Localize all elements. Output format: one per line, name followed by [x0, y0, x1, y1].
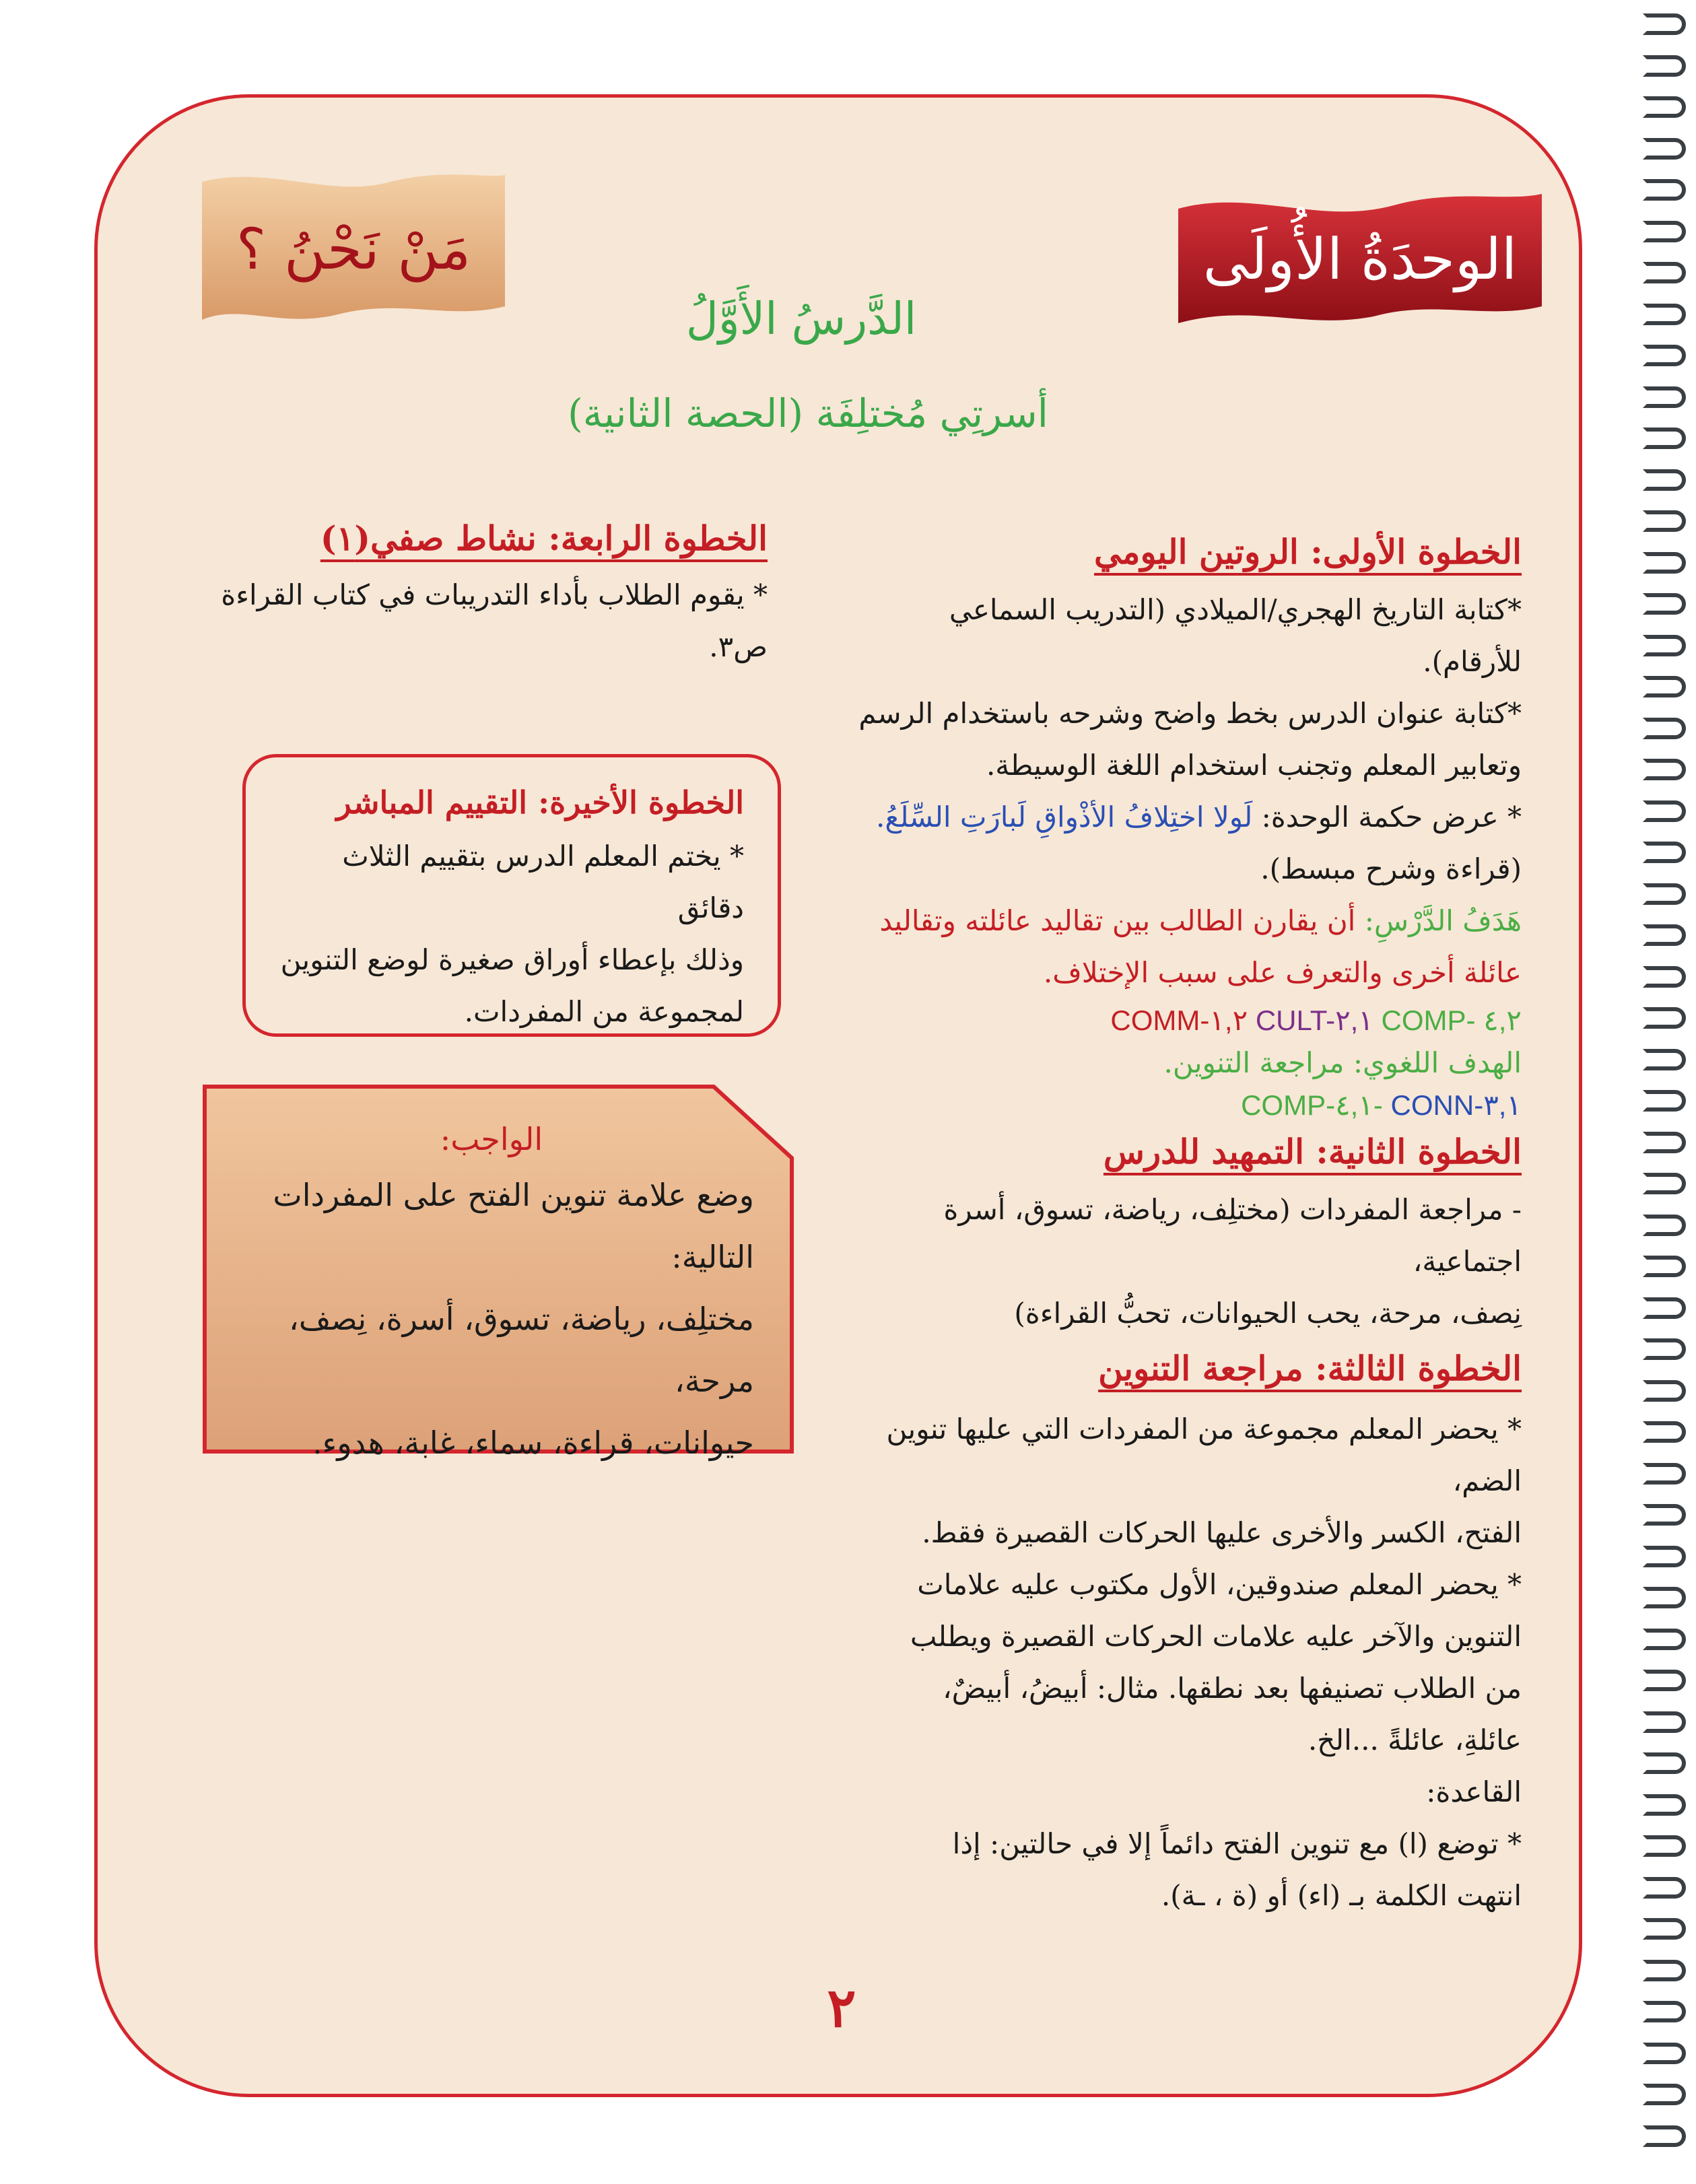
- homework-body: [229, 1164, 754, 1474]
- spiral-ring: [1643, 2001, 1686, 2022]
- goal-line: [835, 895, 1522, 947]
- spiral-ring: [1643, 1132, 1686, 1153]
- step3-line: * توضع (ا) مع تنوين الفتح دائماً إلا في حالتين: إذا: [952, 1827, 1522, 1860]
- unit-banner: [1172, 189, 1549, 330]
- spiral-ring: [1643, 469, 1686, 491]
- spiral-ring: [1643, 55, 1686, 77]
- assessment-line: وذلك بإعطاء أوراق صغيرة لوضع التنوين: [280, 943, 744, 976]
- spiral-ring: [1643, 221, 1686, 242]
- std2-comp: COMP-٤,١-: [1241, 1089, 1383, 1121]
- homework-line: مختلِف، رياضة، تسوق، أسرة، نِصف، مرحة،: [289, 1301, 754, 1399]
- spiral-ring: [1643, 966, 1686, 988]
- spiral-ring: [1643, 2125, 1686, 2147]
- step4-line: * يقوم الطلاب بأداء التدريبات في كتاب القراءة ص٣.: [221, 578, 768, 663]
- step1-line: *كتابة التاريخ الهجري/الميلادي (التدريب السماعي: [949, 593, 1522, 626]
- step3-line: انتهت الكلمة بـ (اء) أو (ة ، ـة).: [1161, 1879, 1522, 1912]
- step3-heading: الخطوة الثالثة: مراجعة التنوين: [1098, 1349, 1522, 1388]
- spiral-ring: [1643, 593, 1686, 615]
- step4-heading: الخطوة الرابعة: نشاط صفي(١): [320, 518, 768, 558]
- standards-line-1: [835, 998, 1522, 1043]
- homework-heading: الواجب:: [440, 1121, 543, 1157]
- step2-heading: الخطوة الثانية: التمهيد للدرس: [1103, 1132, 1522, 1171]
- std-comm: COMM-١,٢: [1110, 1004, 1248, 1036]
- spiral-ring: [1643, 1463, 1686, 1485]
- spiral-ring: [1643, 842, 1686, 863]
- spiral-ring: [1643, 1835, 1686, 1857]
- left-column: [175, 518, 768, 673]
- homework-line: حيوانات، قراءة، سماء، غابة، هدوء.: [312, 1425, 754, 1461]
- wisdom-prefix: * عرض حكمة الوحدة:: [1261, 800, 1522, 833]
- std-comp: COMP- ٤,٢: [1381, 1004, 1522, 1036]
- spiral-ring: [1643, 759, 1686, 780]
- spiral-ring: [1643, 2043, 1686, 2064]
- assessment-heading: الخطوة الأخيرة: التقييم المباشر: [336, 784, 744, 821]
- std-cult: CULT-٢,١: [1255, 1004, 1373, 1036]
- wisdom-line: [835, 791, 1522, 843]
- spiral-ring: [1643, 138, 1686, 160]
- page-number: ٢: [827, 1976, 856, 2039]
- spiral-ring: [1643, 1049, 1686, 1070]
- assessment-box: [242, 754, 781, 1037]
- spiral-ring: [1643, 2084, 1686, 2105]
- spiral-ring: [1643, 1215, 1686, 1236]
- right-column: [835, 532, 1522, 1921]
- assessment-line: لمجموعة من المفردات.: [464, 995, 744, 1028]
- spiral-ring: [1643, 1504, 1686, 1526]
- step3-line: * يحضر المعلم صندوقين، الأول مكتوب عليه علامات: [917, 1568, 1522, 1601]
- step1-line: وتعابير المعلم وتجنب استخدام اللغة الوسيطة.: [986, 749, 1522, 782]
- step1-line: للأرقام).: [1423, 645, 1522, 678]
- spiral-ring: [1643, 1421, 1686, 1443]
- lesson-title: الدَّرسُ الأَوَّلُ: [685, 293, 917, 345]
- step1-line: *كتابة عنوان الدرس بخط واضح وشرحه باستخدام الرسم: [858, 697, 1522, 730]
- step2-line: نِصف، مرحة، يحب الحيوانات، تحبُّ القراءة): [1014, 1297, 1522, 1330]
- spiral-ring: [1643, 676, 1686, 697]
- step2-body: [835, 1184, 1522, 1339]
- assessment-line: * يختم المعلم الدرس بتقييم الثلاث دقائق: [342, 840, 744, 924]
- goal-label: هَدَفُ الدَّرْسِ:: [1364, 904, 1522, 937]
- step3-line: عائلةِ، عائلةً ...الخ.: [1308, 1724, 1522, 1756]
- assessment-body: [273, 830, 744, 1037]
- spiral-ring: [1643, 1918, 1686, 1940]
- step1-heading: الخطوة الأولى: الروتين اليومي: [1093, 532, 1522, 572]
- spiral-ring: [1643, 13, 1686, 35]
- spiral-ring: [1643, 1711, 1686, 1733]
- spiral-ring: [1643, 1090, 1686, 1112]
- step3-line: التنوين والآخر عليه علامات الحركات القصيرة ويطلب: [910, 1620, 1522, 1653]
- lang-goal-line: [835, 1043, 1522, 1083]
- spiral-ring: [1643, 96, 1686, 118]
- step1-body: [835, 584, 1522, 998]
- spiral-ring: [1643, 304, 1686, 325]
- spiral-ring: [1643, 1380, 1686, 1402]
- spiral-ring: [1643, 179, 1686, 201]
- std2-conn: CONN-٣,١: [1390, 1089, 1522, 1121]
- step3-line: من الطلاب تصنيفها بعد نطقها. مثال: أبيضُ، أبيضٌ،: [943, 1672, 1522, 1705]
- spiral-ring: [1643, 1960, 1686, 1981]
- standards-line-2: [835, 1083, 1522, 1128]
- spiral-ring: [1643, 1256, 1686, 1277]
- unit-banner-label: الوحدَةُ الأُولَى: [1202, 226, 1518, 292]
- step2-line: - مراجعة المفردات (مختلِف، رياضة، تسوق، أسرة اجتماعية،: [943, 1193, 1522, 1278]
- step3-rule-label: القاعدة:: [1426, 1775, 1522, 1808]
- wisdom-quote: لَولا اختِلافُ الأذْواقِ لَبارَتِ السِّلَعُ.: [876, 800, 1253, 833]
- spiral-ring: [1643, 510, 1686, 532]
- spiral-ring: [1643, 924, 1686, 946]
- step3-line: * يحضر المعلم مجموعة من المفردات التي عليها تنوين الضم،: [886, 1412, 1522, 1497]
- spiral-ring: [1643, 1007, 1686, 1029]
- spiral-binding: [1643, 13, 1690, 2168]
- lang-goal-label: الهدف اللغوي:: [1353, 1046, 1522, 1079]
- spiral-ring: [1643, 635, 1686, 656]
- lang-goal-text: مراجعة التنوين.: [1163, 1046, 1345, 1079]
- wisdom-suffix: (قراءة وشرح مبسط).: [1260, 852, 1522, 885]
- spiral-ring: [1643, 386, 1686, 408]
- homework-line: وضع علامة تنوين الفتح على المفردات التالية:: [273, 1177, 754, 1275]
- step3-line: الفتح، الكسر والأخرى عليها الحركات القصيرة فقط.: [922, 1516, 1522, 1549]
- spiral-ring: [1643, 1297, 1686, 1319]
- who-banner-label: مَنْ نَحْنُ ؟: [236, 216, 471, 282]
- spiral-ring: [1643, 1794, 1686, 1816]
- spiral-ring: [1643, 345, 1686, 366]
- who-banner: [195, 168, 512, 330]
- homework-content: [229, 1121, 754, 1474]
- spiral-ring: [1643, 800, 1686, 822]
- goal-text-2: عائلة أخرى والتعرف على سبب الإختلاف.: [1043, 956, 1522, 989]
- spiral-ring: [1643, 1587, 1686, 1608]
- lesson-subtitle: أسرتِي مُختلِفَة (الحصة الثانية): [568, 390, 1048, 436]
- spiral-ring: [1643, 552, 1686, 574]
- spiral-ring: [1643, 428, 1686, 449]
- spiral-ring: [1643, 1173, 1686, 1194]
- spiral-ring: [1643, 1877, 1686, 1899]
- step3-body: [835, 1403, 1522, 1921]
- spiral-ring: [1643, 1670, 1686, 1691]
- homework-box: [202, 1084, 794, 1461]
- spiral-ring: [1643, 1752, 1686, 1774]
- spiral-ring: [1643, 1338, 1686, 1360]
- spiral-ring: [1643, 883, 1686, 905]
- goal-text: أن يقارن الطالب بين تقاليد عائلته وتقاليد: [879, 904, 1356, 937]
- spiral-ring: [1643, 1546, 1686, 1567]
- spiral-ring: [1643, 718, 1686, 739]
- spiral-ring: [1643, 1629, 1686, 1650]
- spiral-ring: [1643, 262, 1686, 283]
